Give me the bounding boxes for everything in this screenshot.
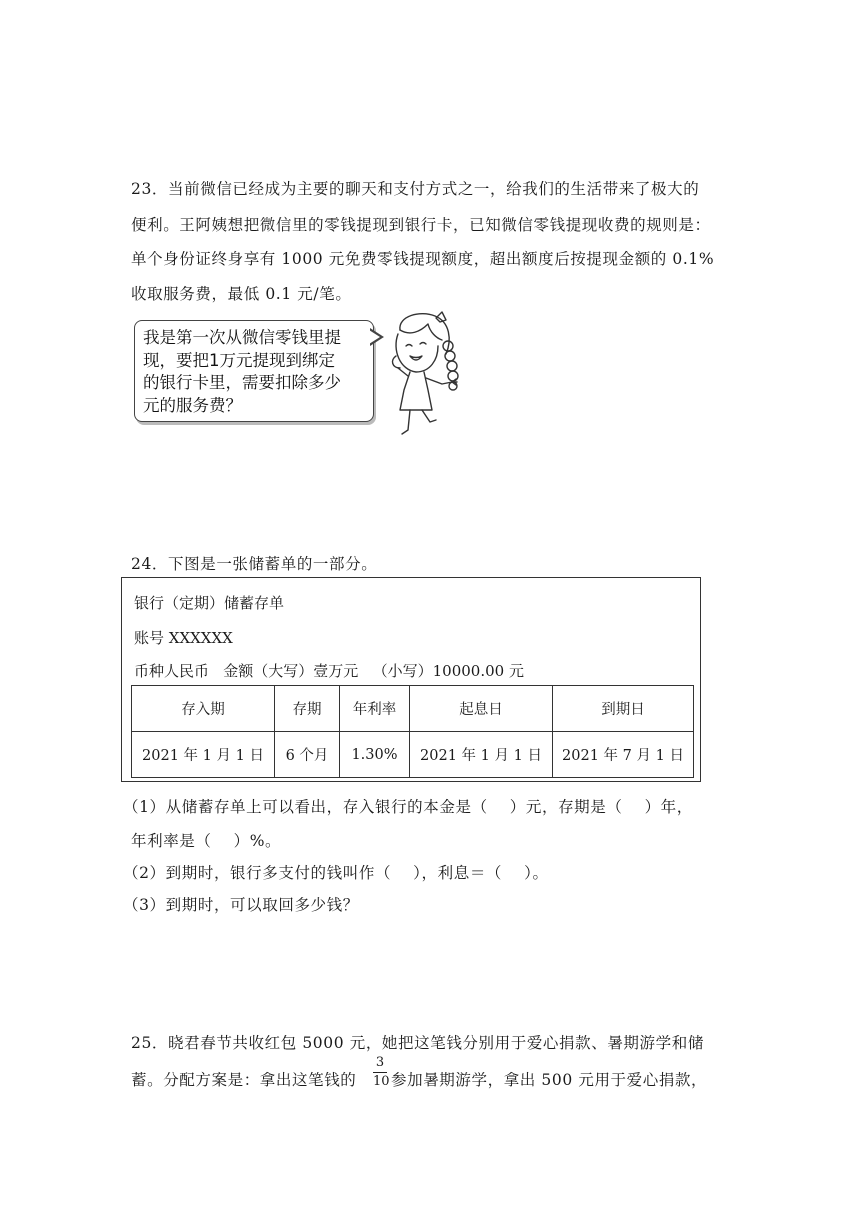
bubble-line-1: 我是第一次从微信零钱里提 [143, 328, 341, 347]
bubble-line-3: 的银行卡里，需要扣除多少 [143, 373, 341, 392]
header-cell: 年利率 [340, 686, 410, 732]
header-cell: 存期 [275, 686, 340, 732]
table-cell: 2021 年 7 月 1 日 [553, 732, 694, 778]
fraction-bar [373, 1072, 387, 1073]
q24-subq-1-cont: 年利率是（ ）%。 [131, 832, 282, 850]
fraction-denominator: 10 [373, 1074, 390, 1089]
table-cell: 6 个月 [275, 732, 340, 778]
slip-account: 账号 XXXXXX [134, 629, 233, 647]
q23-line-1: 23．当前微信已经成为主要的聊天和支付方式之一，给我们的生活带来了极大的 [131, 180, 700, 198]
table-cell: 2021 年 1 月 1 日 [132, 732, 275, 778]
q24-subq-2: （2）到期时，银行多支付的钱叫作（ ），利息＝（ ）。 [123, 864, 549, 882]
table-row [132, 732, 694, 778]
bubble-tail-inner [369, 330, 380, 344]
q25-line-2-after: 参加暑期游学，拿出 500 元用于爱心捐款， [391, 1071, 708, 1089]
bubble-line-4: 元的服务费？ [143, 395, 242, 415]
speech-bubble [134, 320, 374, 422]
q24-subq-1: （1）从储蓄存单上可以看出，存入银行的本金是（ ）元，存期是（ ）年， [123, 798, 693, 816]
header-cell: 存入期 [132, 686, 275, 732]
q24-subq-3: （3）到期时，可以取回多少钱？ [123, 896, 359, 914]
slip-amount: 币种人民币 金额（大写）壹万元 （小写）10000.00 元 [134, 662, 524, 680]
slip-title: 银行（定期）储蓄存单 [134, 594, 285, 612]
table-cell: 1.30% [340, 732, 410, 778]
q24-intro: 24．下图是一张储蓄单的一部分。 [131, 555, 378, 573]
q25-line-1: 25．晓君春节共收红包 5000 元，她把这笔钱分别用于爱心捐款、暑期游学和储 [131, 1034, 704, 1052]
q23-line-3: 单个身份证终身享有 1000 元免费零钱提现额度，超出额度后按提现金额的 0.1% [131, 250, 715, 268]
q25-line-2-before: 蓄。分配方案是：拿出这笔钱的 [131, 1071, 357, 1089]
q23-line-2: 便利。王阿姨想把微信里的零钱提现到银行卡，已知微信零钱提现收费的规则是： [131, 216, 711, 234]
fraction [373, 1055, 390, 1090]
fraction-numerator: 3 [375, 1055, 385, 1070]
deposit-table [131, 685, 694, 778]
header-cell: 起息日 [410, 686, 553, 732]
header-cell: 到期日 [553, 686, 694, 732]
table-cell: 2021 年 1 月 1 日 [410, 732, 553, 778]
girl-illustration [380, 310, 475, 438]
table-header-row [132, 686, 694, 732]
q23-line-4: 收取服务费，最低 0.1 元/笔。 [131, 285, 352, 303]
bubble-line-2: 现，要把1万元提现到绑定 [143, 350, 335, 370]
